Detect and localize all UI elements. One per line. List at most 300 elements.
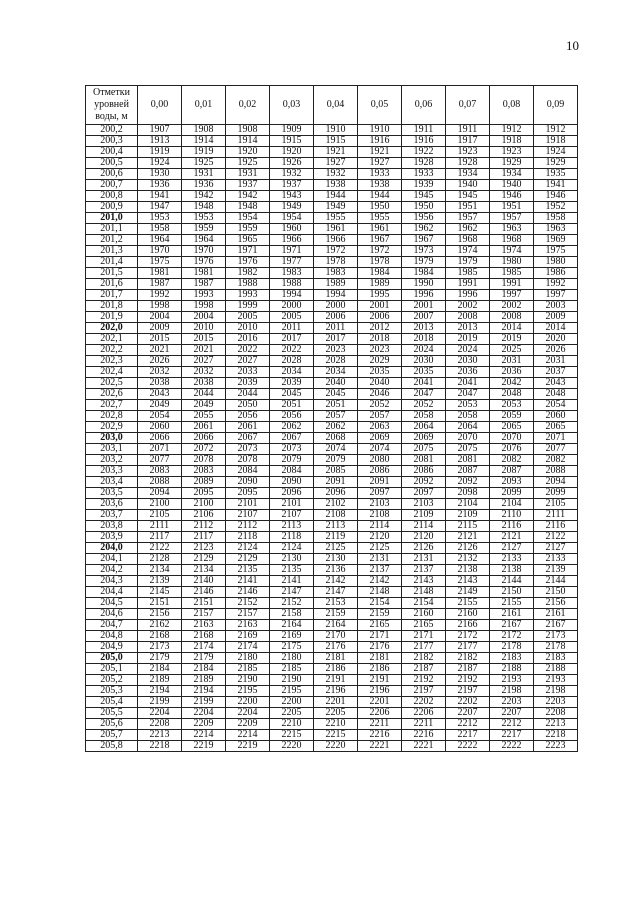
column-header: 0,01 (182, 86, 226, 125)
value-cell: 2065 (490, 422, 534, 433)
value-cell: 2122 (534, 532, 578, 543)
value-cell: 2173 (138, 642, 182, 653)
value-cell: 2171 (402, 631, 446, 642)
value-cell: 2013 (446, 323, 490, 334)
level-cell: 205,6 (86, 719, 138, 730)
value-cell: 2064 (446, 422, 490, 433)
level-cell: 200,9 (86, 202, 138, 213)
value-cell: 2169 (226, 631, 270, 642)
value-cell: 1924 (138, 158, 182, 169)
value-cell: 2000 (270, 301, 314, 312)
value-cell: 1932 (270, 169, 314, 180)
value-cell: 1975 (138, 257, 182, 268)
value-cell: 1950 (358, 202, 402, 213)
value-cell: 2143 (402, 576, 446, 587)
value-cell: 2191 (314, 675, 358, 686)
value-cell: 2008 (446, 312, 490, 323)
value-cell: 2064 (402, 422, 446, 433)
value-cell: 2056 (226, 411, 270, 422)
value-cell: 1927 (314, 158, 358, 169)
value-cell: 1932 (314, 169, 358, 180)
level-cell: 203,4 (86, 477, 138, 488)
table-row (86, 323, 578, 334)
value-cell: 2221 (358, 741, 402, 752)
value-cell: 2135 (270, 565, 314, 576)
value-cell: 2139 (138, 576, 182, 587)
value-cell: 2024 (402, 345, 446, 356)
value-cell: 1950 (402, 202, 446, 213)
value-cell: 2130 (314, 554, 358, 565)
table-row (86, 444, 578, 455)
value-cell: 1983 (314, 268, 358, 279)
value-cell: 2034 (314, 367, 358, 378)
level-cell: 200,5 (86, 158, 138, 169)
value-cell: 2049 (182, 400, 226, 411)
value-cell: 1915 (270, 136, 314, 147)
value-cell: 1919 (138, 147, 182, 158)
value-cell: 1955 (358, 213, 402, 224)
value-cell: 2050 (226, 400, 270, 411)
value-cell: 2204 (182, 708, 226, 719)
value-cell: 1918 (534, 136, 578, 147)
value-cell: 2090 (226, 477, 270, 488)
value-cell: 1929 (490, 158, 534, 169)
column-header: 0,06 (402, 86, 446, 125)
value-cell: 2121 (446, 532, 490, 543)
value-cell: 2189 (182, 675, 226, 686)
value-cell: 1907 (138, 125, 182, 136)
value-cell: 2198 (490, 686, 534, 697)
value-cell: 1994 (314, 290, 358, 301)
value-cell: 1933 (358, 169, 402, 180)
level-cell: 205,8 (86, 741, 138, 752)
value-cell: 2140 (182, 576, 226, 587)
value-cell: 2209 (226, 719, 270, 730)
value-cell: 2098 (446, 488, 490, 499)
column-header: 0,00 (138, 86, 182, 125)
value-cell: 1995 (358, 290, 402, 301)
value-cell: 2153 (314, 598, 358, 609)
value-cell: 1920 (226, 147, 270, 158)
value-cell: 1961 (314, 224, 358, 235)
value-cell: 2091 (314, 477, 358, 488)
value-cell: 1963 (534, 224, 578, 235)
value-cell: 2149 (446, 587, 490, 598)
value-cell: 2217 (446, 730, 490, 741)
value-cell: 2187 (402, 664, 446, 675)
value-cell: 2078 (182, 455, 226, 466)
value-cell: 2214 (182, 730, 226, 741)
value-cell: 2123 (182, 543, 226, 554)
level-cell: 203,0 (86, 433, 138, 444)
value-cell: 1971 (226, 246, 270, 257)
value-cell: 2073 (270, 444, 314, 455)
value-cell: 2022 (226, 345, 270, 356)
value-cell: 1959 (226, 224, 270, 235)
value-cell: 2021 (138, 345, 182, 356)
level-cell: 202,5 (86, 378, 138, 389)
value-cell: 1938 (358, 180, 402, 191)
value-cell: 1964 (138, 235, 182, 246)
value-cell: 2074 (358, 444, 402, 455)
value-cell: 2087 (446, 466, 490, 477)
value-cell: 1916 (402, 136, 446, 147)
value-cell: 2126 (402, 543, 446, 554)
value-cell: 2041 (446, 378, 490, 389)
value-cell: 2157 (182, 609, 226, 620)
value-cell: 2007 (402, 312, 446, 323)
value-cell: 2089 (182, 477, 226, 488)
value-cell: 1954 (270, 213, 314, 224)
value-cell: 2210 (314, 719, 358, 730)
level-cell: 203,6 (86, 499, 138, 510)
value-cell: 2031 (490, 356, 534, 367)
level-cell: 204,6 (86, 609, 138, 620)
value-cell: 2180 (226, 653, 270, 664)
value-cell: 1917 (446, 136, 490, 147)
value-cell: 2174 (182, 642, 226, 653)
value-cell: 2100 (182, 499, 226, 510)
level-cell: 205,5 (86, 708, 138, 719)
level-cell: 203,1 (86, 444, 138, 455)
value-cell: 2192 (446, 675, 490, 686)
value-cell: 2012 (358, 323, 402, 334)
value-cell: 2116 (490, 521, 534, 532)
value-cell: 2035 (358, 367, 402, 378)
value-cell: 2066 (182, 433, 226, 444)
value-cell: 2220 (270, 741, 314, 752)
value-cell: 2203 (534, 697, 578, 708)
value-cell: 1989 (314, 279, 358, 290)
value-cell: 1928 (402, 158, 446, 169)
value-cell: 2216 (358, 730, 402, 741)
value-cell: 1912 (490, 125, 534, 136)
value-cell: 2022 (270, 345, 314, 356)
value-cell: 2059 (490, 411, 534, 422)
value-cell: 2114 (358, 521, 402, 532)
value-cell: 2204 (138, 708, 182, 719)
value-cell: 1989 (358, 279, 402, 290)
value-cell: 2016 (226, 334, 270, 345)
value-cell: 2144 (490, 576, 534, 587)
value-cell: 1987 (182, 279, 226, 290)
level-cell: 201,9 (86, 312, 138, 323)
value-cell: 1927 (358, 158, 402, 169)
value-cell: 1998 (182, 301, 226, 312)
value-cell: 1940 (490, 180, 534, 191)
value-cell: 2028 (314, 356, 358, 367)
value-cell: 2062 (270, 422, 314, 433)
value-cell: 2200 (270, 697, 314, 708)
value-cell: 2073 (226, 444, 270, 455)
value-cell: 2158 (270, 609, 314, 620)
table-row (86, 543, 578, 554)
value-cell: 2004 (138, 312, 182, 323)
value-cell: 2077 (534, 444, 578, 455)
value-cell: 1966 (314, 235, 358, 246)
value-cell: 2036 (490, 367, 534, 378)
value-cell: 1951 (446, 202, 490, 213)
value-cell: 1978 (314, 257, 358, 268)
table-row (86, 202, 578, 213)
value-cell: 1959 (182, 224, 226, 235)
table-row (86, 565, 578, 576)
value-cell: 2137 (402, 565, 446, 576)
table-row (86, 697, 578, 708)
value-cell: 1954 (226, 213, 270, 224)
value-cell: 2001 (402, 301, 446, 312)
value-cell: 2205 (314, 708, 358, 719)
value-cell: 1971 (270, 246, 314, 257)
value-cell: 1952 (534, 202, 578, 213)
value-cell: 2119 (314, 532, 358, 543)
value-cell: 2177 (446, 642, 490, 653)
value-cell: 2092 (402, 477, 446, 488)
value-cell: 1955 (314, 213, 358, 224)
value-cell: 1993 (226, 290, 270, 301)
value-cell: 1987 (138, 279, 182, 290)
value-cell: 1992 (138, 290, 182, 301)
table-row (86, 642, 578, 653)
value-cell: 2034 (270, 367, 314, 378)
value-cell: 2009 (534, 312, 578, 323)
value-cell: 2108 (314, 510, 358, 521)
value-cell: 2027 (182, 356, 226, 367)
value-cell: 2109 (402, 510, 446, 521)
value-cell: 1975 (534, 246, 578, 257)
level-cell: 202,4 (86, 367, 138, 378)
value-cell: 1911 (446, 125, 490, 136)
value-cell: 1981 (138, 268, 182, 279)
value-cell: 2039 (226, 378, 270, 389)
value-cell: 2019 (490, 334, 534, 345)
value-cell: 2023 (358, 345, 402, 356)
value-cell: 2010 (182, 323, 226, 334)
level-cell: 204,2 (86, 565, 138, 576)
column-header: 0,09 (534, 86, 578, 125)
value-cell: 1931 (182, 169, 226, 180)
value-cell: 2181 (358, 653, 402, 664)
table-row (86, 422, 578, 433)
value-cell: 2011 (270, 323, 314, 334)
value-cell: 1941 (138, 191, 182, 202)
table-row (86, 312, 578, 323)
value-cell: 2113 (270, 521, 314, 532)
value-cell: 2049 (138, 400, 182, 411)
value-cell: 1948 (182, 202, 226, 213)
value-cell: 2131 (358, 554, 402, 565)
value-cell: 2071 (138, 444, 182, 455)
value-cell: 2046 (358, 389, 402, 400)
value-cell: 2036 (446, 367, 490, 378)
value-cell: 2147 (314, 587, 358, 598)
level-cell: 203,8 (86, 521, 138, 532)
value-cell: 2176 (358, 642, 402, 653)
value-cell: 1942 (182, 191, 226, 202)
value-cell: 1923 (446, 147, 490, 158)
value-cell: 2173 (534, 631, 578, 642)
value-cell: 2101 (226, 499, 270, 510)
value-cell: 2108 (358, 510, 402, 521)
value-cell: 1997 (490, 290, 534, 301)
value-cell: 2045 (314, 389, 358, 400)
value-cell: 2009 (138, 323, 182, 334)
value-cell: 1958 (138, 224, 182, 235)
table-row (86, 356, 578, 367)
value-cell: 1953 (138, 213, 182, 224)
level-cell: 201,5 (86, 268, 138, 279)
value-cell: 2114 (402, 521, 446, 532)
value-cell: 2043 (534, 378, 578, 389)
value-cell: 2120 (402, 532, 446, 543)
level-cell: 200,6 (86, 169, 138, 180)
level-cell: 204,4 (86, 587, 138, 598)
value-cell: 2090 (270, 477, 314, 488)
value-cell: 1951 (490, 202, 534, 213)
level-cell: 202,6 (86, 389, 138, 400)
value-cell: 2112 (226, 521, 270, 532)
value-cell: 2172 (446, 631, 490, 642)
value-cell: 2085 (314, 466, 358, 477)
value-cell: 2101 (270, 499, 314, 510)
level-cell: 204,7 (86, 620, 138, 631)
level-cell: 204,8 (86, 631, 138, 642)
value-cell: 2102 (314, 499, 358, 510)
value-cell: 2179 (182, 653, 226, 664)
value-cell: 1920 (270, 147, 314, 158)
value-cell: 2190 (270, 675, 314, 686)
value-cell: 2157 (226, 609, 270, 620)
value-cell: 2127 (490, 543, 534, 554)
value-cell: 2069 (358, 433, 402, 444)
value-cell: 2185 (226, 664, 270, 675)
value-cell: 2188 (490, 664, 534, 675)
value-cell: 2150 (490, 587, 534, 598)
value-cell: 1968 (446, 235, 490, 246)
level-cell: 203,5 (86, 488, 138, 499)
level-cell: 200,2 (86, 125, 138, 136)
value-cell: 2180 (270, 653, 314, 664)
table-row (86, 147, 578, 158)
value-cell: 2204 (226, 708, 270, 719)
value-cell: 2189 (138, 675, 182, 686)
value-cell: 2133 (490, 554, 534, 565)
value-cell: 2164 (270, 620, 314, 631)
level-cell: 202,7 (86, 400, 138, 411)
value-cell: 2060 (138, 422, 182, 433)
value-cell: 2026 (138, 356, 182, 367)
value-cell: 2120 (358, 532, 402, 543)
value-cell: 2010 (226, 323, 270, 334)
value-cell: 2216 (402, 730, 446, 741)
value-cell: 2058 (446, 411, 490, 422)
value-cell: 2013 (402, 323, 446, 334)
value-cell: 2201 (358, 697, 402, 708)
value-cell: 2194 (182, 686, 226, 697)
value-cell: 2219 (182, 741, 226, 752)
value-cell: 1981 (182, 268, 226, 279)
value-cell: 2047 (402, 389, 446, 400)
value-cell: 1984 (358, 268, 402, 279)
value-cell: 2222 (446, 741, 490, 752)
value-cell: 1988 (270, 279, 314, 290)
value-cell: 2003 (534, 301, 578, 312)
level-cell: 202,2 (86, 345, 138, 356)
value-cell: 2141 (270, 576, 314, 587)
value-cell: 2214 (226, 730, 270, 741)
value-cell: 1936 (182, 180, 226, 191)
table-row (86, 125, 578, 136)
value-cell: 1982 (226, 268, 270, 279)
value-cell: 2018 (358, 334, 402, 345)
value-cell: 2023 (314, 345, 358, 356)
value-cell: 1957 (446, 213, 490, 224)
value-cell: 2213 (138, 730, 182, 741)
value-cell: 2125 (358, 543, 402, 554)
value-cell: 2040 (314, 378, 358, 389)
value-cell: 1965 (226, 235, 270, 246)
value-cell: 2026 (534, 345, 578, 356)
value-cell: 2146 (182, 587, 226, 598)
value-cell: 2127 (534, 543, 578, 554)
level-cell: 201,6 (86, 279, 138, 290)
value-cell: 2014 (534, 323, 578, 334)
table-row (86, 235, 578, 246)
value-cell: 2183 (490, 653, 534, 664)
value-cell: 2183 (534, 653, 578, 664)
value-cell: 1991 (490, 279, 534, 290)
table-row (86, 741, 578, 752)
level-cell: 202,1 (86, 334, 138, 345)
value-cell: 2151 (138, 598, 182, 609)
value-cell: 1949 (314, 202, 358, 213)
value-cell: 2207 (490, 708, 534, 719)
value-cell: 2166 (446, 620, 490, 631)
value-cell: 2063 (358, 422, 402, 433)
value-cell: 2205 (270, 708, 314, 719)
value-cell: 2151 (182, 598, 226, 609)
value-cell: 1908 (226, 125, 270, 136)
value-cell: 2054 (534, 400, 578, 411)
column-header: 0,04 (314, 86, 358, 125)
value-cell: 1944 (358, 191, 402, 202)
value-cell: 1992 (534, 279, 578, 290)
value-cell: 2001 (358, 301, 402, 312)
value-cell: 2113 (314, 521, 358, 532)
table-row (86, 488, 578, 499)
value-cell: 2039 (270, 378, 314, 389)
value-cell: 2160 (402, 609, 446, 620)
value-cell: 2041 (402, 378, 446, 389)
value-cell: 2144 (534, 576, 578, 587)
table-row (86, 389, 578, 400)
value-cell: 2014 (490, 323, 534, 334)
value-cell: 2116 (534, 521, 578, 532)
value-cell: 2086 (358, 466, 402, 477)
value-cell: 2084 (226, 466, 270, 477)
value-cell: 1997 (534, 290, 578, 301)
value-cell: 2156 (138, 609, 182, 620)
table-row (86, 136, 578, 147)
value-cell: 2048 (534, 389, 578, 400)
value-cell: 2109 (446, 510, 490, 521)
value-cell: 2067 (270, 433, 314, 444)
level-cell: 200,7 (86, 180, 138, 191)
value-cell: 2015 (182, 334, 226, 345)
value-cell: 2160 (446, 609, 490, 620)
level-cell: 201,4 (86, 257, 138, 268)
value-cell: 2092 (446, 477, 490, 488)
